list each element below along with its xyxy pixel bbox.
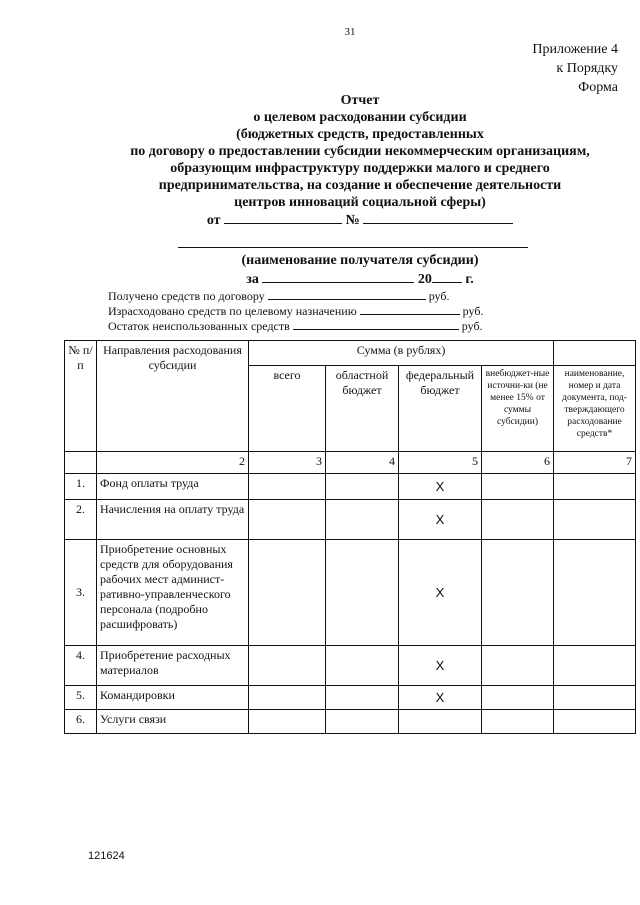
column-number-cell: 7 bbox=[554, 452, 636, 474]
year-suffix: г. bbox=[465, 272, 474, 287]
header-federal-budget: федеральный бюджет bbox=[399, 366, 482, 452]
table-row bbox=[65, 710, 636, 734]
federal-not-applicable-mark: X bbox=[399, 474, 482, 500]
document-cell[interactable] bbox=[554, 710, 636, 734]
regional-cell[interactable] bbox=[326, 540, 399, 646]
period-blank[interactable] bbox=[262, 270, 414, 283]
column-number-row bbox=[65, 452, 636, 474]
total-cell[interactable] bbox=[249, 500, 326, 540]
row-number: 1. bbox=[65, 474, 97, 500]
subsidy-report-table bbox=[64, 340, 636, 734]
currency-label: руб. bbox=[461, 319, 483, 333]
funds-remainder-row bbox=[108, 317, 483, 334]
extra-budgetary-cell[interactable] bbox=[482, 474, 554, 500]
federal-not-applicable-mark: X bbox=[399, 646, 482, 686]
funds-received-blank[interactable] bbox=[268, 287, 426, 300]
row-direction: Приобретение основных средств для оборудования рабочих мест админист-ративно-управленческого персонала (подробно расшифровать) bbox=[97, 540, 249, 646]
regional-cell[interactable] bbox=[326, 500, 399, 540]
total-cell[interactable] bbox=[249, 686, 326, 710]
federal-not-applicable-mark: X bbox=[399, 540, 482, 646]
appendix-label bbox=[532, 40, 618, 97]
appendix-number: Приложение 4 bbox=[532, 42, 618, 57]
extra-budgetary-cell[interactable] bbox=[482, 710, 554, 734]
row-direction: Командировки bbox=[97, 686, 249, 710]
period-line bbox=[60, 270, 640, 288]
header-number: № п/п bbox=[65, 341, 97, 452]
column-number-cell: 6 bbox=[482, 452, 554, 474]
table-row bbox=[65, 686, 636, 710]
title-line-2: о целевом расходовании субсидии bbox=[253, 110, 467, 125]
header-row bbox=[65, 341, 636, 366]
extra-budgetary-cell[interactable] bbox=[482, 500, 554, 540]
title-line-7: центров инноваций социальной сферы) bbox=[234, 195, 486, 210]
date-blank[interactable] bbox=[224, 211, 342, 224]
document-cell[interactable] bbox=[554, 540, 636, 646]
document-cell[interactable] bbox=[554, 646, 636, 686]
header-empty-cell bbox=[554, 341, 636, 366]
number-blank[interactable] bbox=[363, 211, 513, 224]
extra-budgetary-cell[interactable] bbox=[482, 540, 554, 646]
row-number: 2. bbox=[65, 500, 97, 540]
row-number: 6. bbox=[65, 710, 97, 734]
year-blank[interactable] bbox=[432, 270, 462, 283]
funds-remainder-blank[interactable] bbox=[293, 317, 459, 330]
table-row bbox=[65, 500, 636, 540]
column-number-cell: 2 bbox=[97, 452, 249, 474]
funds-spent-label: Израсходовано средств по целевому назначению bbox=[108, 304, 357, 318]
header-supporting-document: наименование, номер и дата документа, под-тверждающего расходование средств* bbox=[554, 366, 636, 452]
header-extra-budgetary: внебюджет-ные источни-ки (не менее 15% от суммы субсидии) bbox=[482, 366, 554, 452]
row-direction: Приобретение расходных материалов bbox=[97, 646, 249, 686]
federal-cell[interactable] bbox=[399, 710, 482, 734]
column-number-cell: 3 bbox=[249, 452, 326, 474]
document-cell[interactable] bbox=[554, 686, 636, 710]
column-number-cell bbox=[65, 452, 97, 474]
row-number: 3. bbox=[65, 540, 97, 646]
document-cell[interactable] bbox=[554, 500, 636, 540]
regional-cell[interactable] bbox=[326, 646, 399, 686]
title-line-5: образующим инфраструктуру поддержки малого и среднего bbox=[170, 161, 550, 176]
title-line-3: (бюджетных средств, предоставленных bbox=[236, 127, 484, 142]
table-row bbox=[65, 474, 636, 500]
table-row bbox=[65, 646, 636, 686]
row-direction: Фонд оплаты труда bbox=[97, 474, 249, 500]
header-direction: Направления расходования субсидии bbox=[97, 341, 249, 452]
form-label: Форма bbox=[578, 80, 618, 95]
total-cell[interactable] bbox=[249, 474, 326, 500]
header-regional-budget: областной бюджет bbox=[326, 366, 399, 452]
form-code: 121624 bbox=[88, 850, 125, 862]
table-row bbox=[65, 540, 636, 646]
federal-not-applicable-mark: X bbox=[399, 500, 482, 540]
funds-remainder-label: Остаток неиспользованных средств bbox=[108, 319, 290, 333]
funds-received-label: Получено средств по договору bbox=[108, 289, 265, 303]
header-sum: Сумма (в рублях) bbox=[249, 341, 554, 366]
federal-not-applicable-mark: X bbox=[399, 686, 482, 710]
row-number: 5. bbox=[65, 686, 97, 710]
currency-label: руб. bbox=[428, 289, 450, 303]
extra-budgetary-cell[interactable] bbox=[482, 646, 554, 686]
total-cell[interactable] bbox=[249, 710, 326, 734]
row-number: 4. bbox=[65, 646, 97, 686]
header-total: всего bbox=[249, 366, 326, 452]
title-line-1: Отчет bbox=[340, 93, 380, 108]
document-cell[interactable] bbox=[554, 474, 636, 500]
period-label: за bbox=[246, 272, 259, 287]
extra-budgetary-cell[interactable] bbox=[482, 686, 554, 710]
title-line-4: по договору о предоставлении субсидии некоммерческим организациям, bbox=[130, 144, 590, 159]
report-title bbox=[60, 92, 640, 229]
row-direction: Начисления на оплату труда bbox=[97, 500, 249, 540]
page-number: 31 bbox=[344, 26, 356, 38]
regional-cell[interactable] bbox=[326, 710, 399, 734]
regional-cell[interactable] bbox=[326, 474, 399, 500]
column-number-cell: 5 bbox=[399, 452, 482, 474]
number-label: № bbox=[345, 213, 360, 228]
row-direction: Услуги связи bbox=[97, 710, 249, 734]
date-number-line bbox=[60, 211, 640, 229]
date-label: от bbox=[206, 213, 221, 228]
total-cell[interactable] bbox=[249, 540, 326, 646]
column-number-cell: 4 bbox=[326, 452, 399, 474]
currency-label: руб. bbox=[462, 304, 484, 318]
recipient-caption: (наименование получателя субсидии) bbox=[241, 253, 479, 268]
year-prefix: 20 bbox=[417, 272, 432, 287]
appendix-reference: к Порядку bbox=[556, 61, 618, 76]
total-cell[interactable] bbox=[249, 646, 326, 686]
title-line-6: предпринимательства, на создание и обеспечение деятельности bbox=[158, 178, 562, 193]
regional-cell[interactable] bbox=[326, 686, 399, 710]
funds-spent-blank[interactable] bbox=[360, 302, 460, 315]
recipient-name-line[interactable] bbox=[178, 247, 528, 248]
